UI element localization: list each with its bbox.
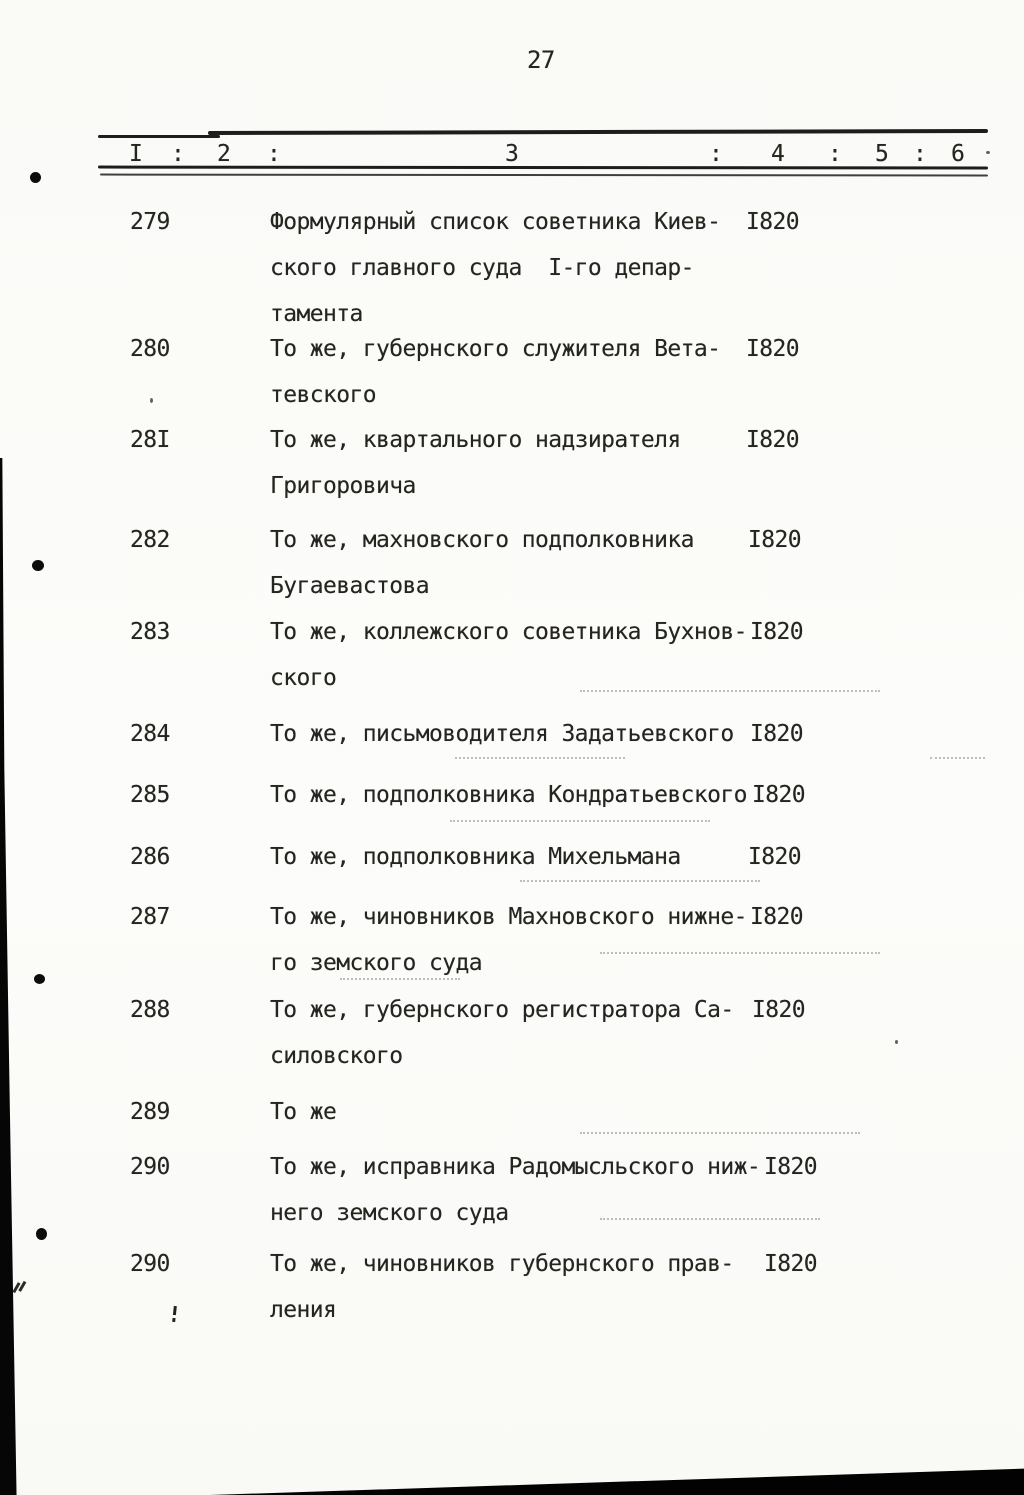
- header-rule-top: [208, 129, 988, 135]
- entry-number: 286: [130, 844, 170, 870]
- stray-mark: [172, 1306, 177, 1322]
- entry-number: 290: [130, 1251, 170, 1277]
- entry-description: [270, 1089, 336, 1135]
- entry-number: 280: [130, 336, 170, 362]
- entry-number: 289: [130, 1099, 170, 1125]
- description-line: То же, чиновников Махновского нижне-: [270, 904, 747, 930]
- description-line: То же, подполковника Михельмана: [270, 844, 681, 870]
- description-line: Григоровича: [270, 473, 416, 499]
- entry-year: I820: [746, 209, 799, 235]
- entry-year: I820: [750, 721, 803, 747]
- header-column-label: 6: [951, 141, 965, 167]
- header-rule-top-left: [98, 135, 220, 138]
- smudge: [580, 1132, 860, 1134]
- entry-description: [270, 1144, 760, 1236]
- speck: [986, 151, 990, 154]
- scan-edge-left: [0, 458, 18, 1495]
- smudge: [600, 1218, 820, 1220]
- description-line: ления: [270, 1297, 337, 1323]
- description-line: То же, махновского подполковника: [270, 527, 694, 553]
- description-line: тамента: [270, 301, 363, 327]
- header-column-label: 4: [771, 141, 785, 167]
- page-number: 27: [527, 46, 555, 74]
- header-separator: :: [709, 141, 723, 167]
- scan-edge-bottom: [0, 1465, 1024, 1495]
- description-line: То же, письмоводителя Задатьевского: [270, 721, 734, 747]
- entry-description: [270, 326, 720, 418]
- margin-dot: [34, 974, 45, 984]
- smudge: [450, 820, 710, 822]
- entry-year: I820: [750, 904, 803, 930]
- entry-description: [270, 711, 734, 757]
- description-line: То же, исправника Радомысльского ниж-: [270, 1154, 761, 1180]
- entry-description: [270, 517, 694, 609]
- margin-dot: [30, 172, 41, 183]
- description-line: ского главного суда I-го депар-: [270, 255, 694, 281]
- description-line: силовского: [270, 1043, 403, 1069]
- description-line: То же: [270, 1099, 337, 1125]
- margin-dot: [36, 1228, 47, 1240]
- entry-year: I820: [746, 336, 799, 362]
- description-line: го земского суда: [270, 950, 482, 976]
- smudge: [520, 880, 760, 882]
- entry-number: 285: [130, 782, 170, 808]
- header-separator: :: [828, 141, 842, 167]
- entry-year: I820: [746, 427, 799, 453]
- handwritten-chevron-mark: [11, 1278, 32, 1295]
- smudge: [340, 978, 460, 980]
- entry-description: [270, 772, 747, 818]
- entry-number: 288: [130, 997, 170, 1023]
- entry-description: [270, 199, 720, 337]
- description-line: ского: [270, 665, 337, 691]
- entry-year: I820: [748, 844, 801, 870]
- smudge: [580, 690, 880, 692]
- entry-description: [270, 1241, 734, 1333]
- header-column-label: 5: [875, 141, 889, 167]
- header-rule-bottom-1: [98, 166, 988, 170]
- description-line: То же, чиновников губернского прав-: [270, 1251, 734, 1277]
- description-line: То же, подполковника Кондратьевского: [270, 782, 747, 808]
- header-column-label: 3: [505, 141, 519, 167]
- speck: [895, 1040, 898, 1044]
- entry-description: [270, 417, 681, 509]
- entry-year: I820: [748, 527, 801, 553]
- entry-year: I820: [752, 782, 805, 808]
- entry-year: I820: [750, 619, 803, 645]
- description-line: То же, квартального надзирателя: [270, 427, 681, 453]
- entry-number: 279: [130, 209, 170, 235]
- speck: [150, 398, 153, 403]
- description-line: него земского суда: [270, 1200, 509, 1226]
- entry-description: [270, 894, 747, 986]
- header-separator: :: [267, 141, 281, 167]
- entry-number: 282: [130, 527, 170, 553]
- description-line: То же, коллежского советника Бухнов-: [270, 619, 747, 645]
- smudge: [930, 757, 985, 759]
- description-line: То же, губернского служителя Вета-: [270, 336, 721, 362]
- entry-number: 284: [130, 721, 170, 747]
- smudge: [455, 757, 625, 759]
- entry-year: I820: [764, 1251, 817, 1277]
- entry-number: 287: [130, 904, 170, 930]
- description-line: То же, губернского регистратора Са-: [270, 997, 734, 1023]
- header-separator: :: [171, 141, 185, 167]
- header-column-label: 2: [217, 141, 231, 167]
- header-separator: :: [913, 141, 927, 167]
- entry-number: 283: [130, 619, 170, 645]
- header-column-label: I: [129, 141, 143, 167]
- entry-description: [270, 834, 681, 880]
- smudge: [600, 952, 880, 954]
- description-line: Бугаевастова: [270, 573, 429, 599]
- entry-year: I820: [752, 997, 805, 1023]
- entry-number: 290: [130, 1154, 170, 1180]
- header-rule-bottom-2: [100, 174, 988, 177]
- entry-description: [270, 609, 747, 701]
- entry-year: I820: [764, 1154, 817, 1180]
- description-line: тевского: [270, 382, 376, 408]
- description-line: Формулярный список советника Киев-: [270, 209, 721, 235]
- margin-dot: [32, 560, 44, 571]
- entry-description: [270, 987, 734, 1079]
- entry-number: 28I: [130, 427, 170, 453]
